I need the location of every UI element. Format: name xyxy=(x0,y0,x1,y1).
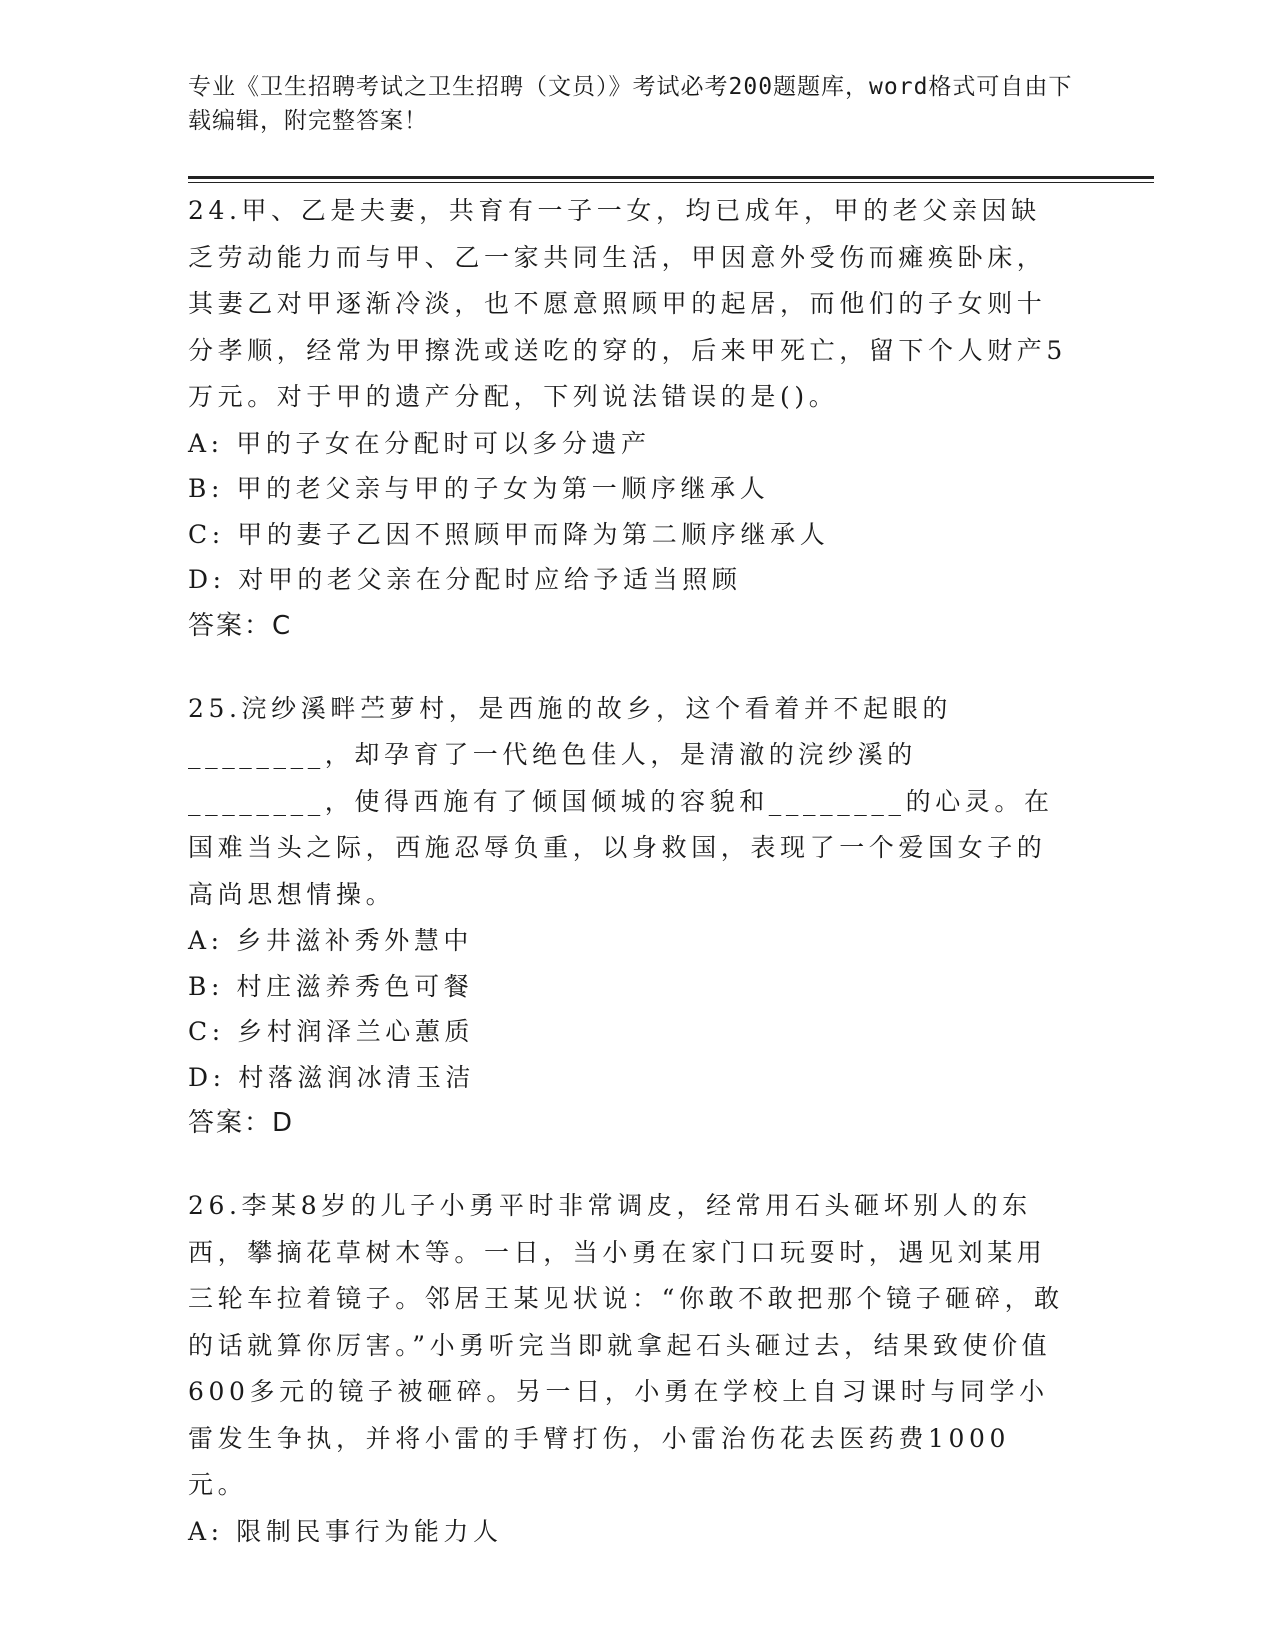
option-c: C: 甲的妻子乙因不照顾甲而降为第二顺序继承人 xyxy=(188,519,830,549)
question-stem: 24.甲、乙是夫妻，共育有一子一女，均已成年，甲的老父亲因缺乏劳动能力而与甲、乙一家共同生活，甲因意外受伤而瘫痪卧床，其妻乙对甲逐渐冷淡，也不愿意照顾甲的起居，而他们的子女则十分孝顺，经常为甲擦洗或送吃的穿的，后来甲死亡，留下个人财产5万元。对于甲的遗产分配，下列说法错误的是()。 xyxy=(188,196,1067,411)
option-a: A: 甲的子女在分配时可以多分遗产 xyxy=(188,428,651,458)
question-25 xyxy=(188,686,1068,1148)
header-divider-thin xyxy=(188,182,1154,183)
option-c: C: 乡村润泽兰心蕙质 xyxy=(188,1017,475,1046)
question-26 xyxy=(188,1183,1068,1554)
option-a: A: 乡井滋补秀外慧中 xyxy=(188,926,474,955)
answer-label: 答案：C xyxy=(188,610,293,641)
option-b: B: 村庄滋养秀色可餐 xyxy=(188,971,474,1001)
question-stem: 26.李某8岁的儿子小勇平时非常调皮，经常用石头砸坏别人的东西，攀摘花草树木等。一日，当小勇在家门口玩耍时，遇见刘某用三轮车拉着镜子。邻居王某见状说：“你敢不敢把那个镜子砸碎，敢的话就算你厉害。”小勇听完当即就拿起石头砸过去，结果致使价值600多元的镜子被砸碎。另一日，小勇在学校上自习课时与同学小雷发生争执，并将小雷的手臂打伤，小雷治伤花去医药费1000元。 xyxy=(188,1191,1064,1499)
option-d: D: 村落滋润冰清玉洁 xyxy=(188,1062,476,1092)
document-header: 专业《卫生招聘考试之卫生招聘（文员）》考试必考200题题库，word格式可自由下载编辑，附完整答案！ xyxy=(188,74,1073,134)
answer-label: 答案：D xyxy=(188,1108,295,1138)
question-24 xyxy=(188,188,1068,650)
option-b: B: 甲的老父亲与甲的子女为第一顺序继承人 xyxy=(188,474,770,503)
option-d: D: 对甲的老父亲在分配时应给予适当照顾 xyxy=(188,565,742,594)
header-divider-thick xyxy=(188,176,1154,179)
option-a: A: 限制民事行为能力人 xyxy=(188,1516,503,1546)
question-stem: 25.浣纱溪畔苎萝村，是西施的故乡，这个看着并不起眼的________，却孕育了一代绝色佳人，是清澈的浣纱溪的________，使得西施有了倾国倾城的容貌和________的心灵。在国难当头之际，西施忍辱负重，以身救国，表现了一个爱国女子的高尚思想情操。 xyxy=(188,693,1054,909)
question-list xyxy=(188,188,1068,1590)
